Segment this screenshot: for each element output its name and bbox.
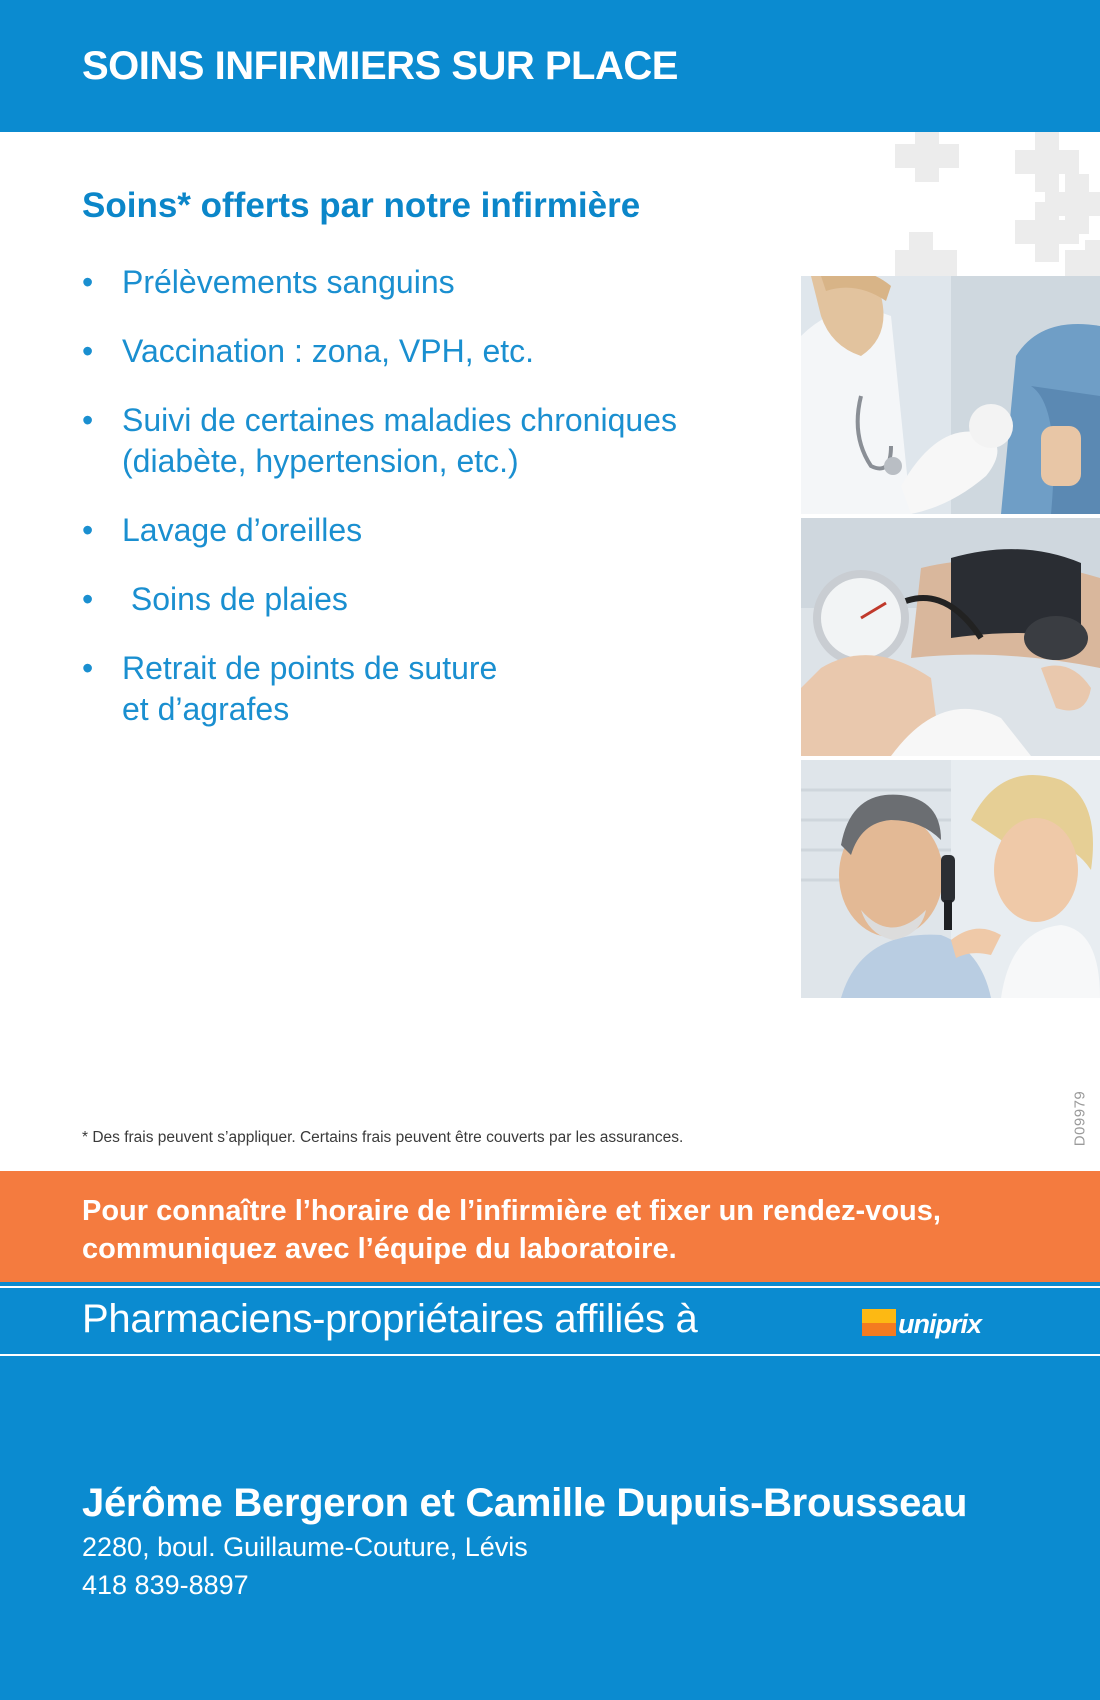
- service-text: Suivi de certaines maladies chroniques: [122, 402, 677, 438]
- service-text: Prélèvements sanguins: [122, 264, 455, 300]
- blood-pressure-photo: [801, 518, 1100, 756]
- bullet-icon: •: [82, 650, 94, 686]
- pharmacy-phone: 418 839-8897: [82, 1570, 249, 1600]
- service-item: [82, 262, 782, 303]
- service-item: [82, 510, 782, 551]
- uniprix-logo-icon: [862, 1305, 1018, 1341]
- service-item: [82, 400, 782, 482]
- service-text: Soins de plaies: [122, 581, 348, 617]
- vaccination-photo: [801, 276, 1100, 514]
- header-banner: [0, 0, 1100, 132]
- service-text: (diabète, hypertension, etc.): [122, 443, 519, 479]
- service-text: Lavage d’oreilles: [122, 512, 363, 548]
- bullet-icon: •: [82, 512, 94, 548]
- callout-line: Pour connaître l’horaire de l’infirmière et fixer un rendez-vous,: [82, 1195, 941, 1227]
- decorative-crosses-icon: [895, 132, 1100, 280]
- services-list: [82, 262, 782, 758]
- divider: [0, 1354, 1100, 1356]
- page-title: SOINS INFIRMIERS SUR PLACE: [82, 44, 678, 88]
- svg-text:uniprix: uniprix: [898, 1309, 982, 1339]
- divider: [0, 1286, 1100, 1288]
- callout-line: communiquez avec l’équipe du laboratoire.: [82, 1233, 677, 1265]
- appointment-callout: [0, 1171, 1100, 1282]
- bullet-icon: •: [82, 333, 94, 369]
- pharmacy-owners: Jérôme Bergeron et Camille Dupuis-Brousseau: [82, 1481, 968, 1525]
- section-title: Soins* offerts par notre infirmière: [82, 186, 641, 225]
- service-item: [82, 648, 782, 730]
- bullet-icon: •: [82, 581, 94, 617]
- service-item: [82, 331, 782, 372]
- service-text: Retrait de points de suture: [122, 650, 498, 686]
- ear-exam-photo: [801, 760, 1100, 998]
- service-item: [82, 579, 782, 620]
- pharmacy-address: 2280, boul. Guillaume-Couture, Lévis: [82, 1532, 528, 1562]
- bullet-icon: •: [82, 402, 94, 438]
- service-text: et d’agrafes: [122, 691, 290, 727]
- affiliation-text: Pharmaciens-propriétaires affiliés à: [82, 1297, 698, 1341]
- footnote: * Des frais peuvent s’appliquer. Certains frais peuvent être couverts par les assurances.: [82, 1129, 684, 1146]
- service-text: Vaccination : zona, VPH, etc.: [122, 333, 535, 369]
- bullet-icon: •: [82, 264, 94, 300]
- document-code: D09979: [1071, 1090, 1089, 1147]
- pharmacy-footer: [0, 1282, 1100, 1700]
- callout-text: [82, 1192, 1082, 1268]
